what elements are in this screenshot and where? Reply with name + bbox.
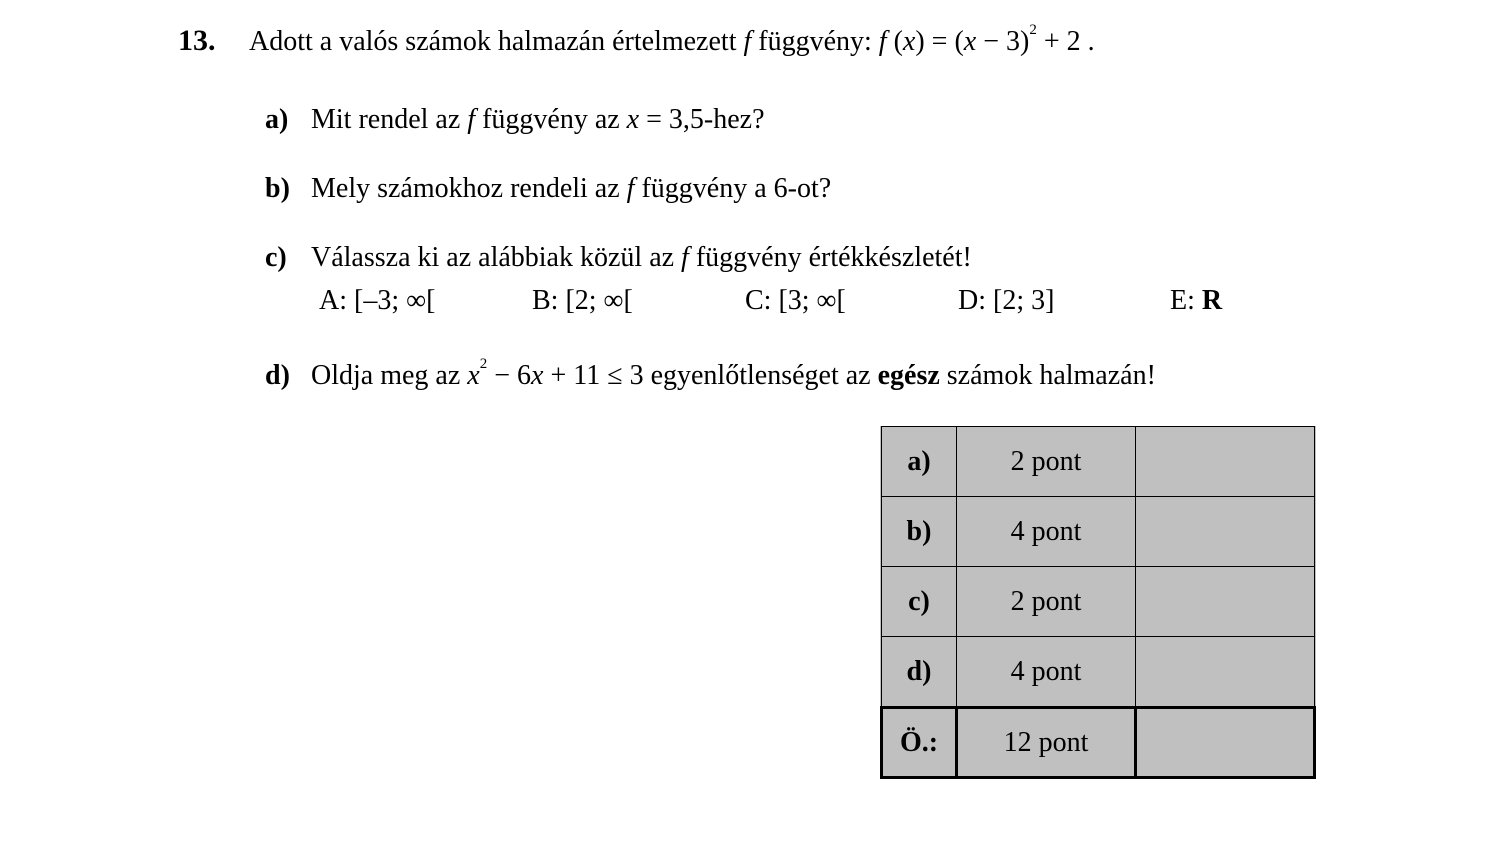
part-b-t2: függvény a 6-ot? (634, 173, 832, 204)
part-d-label: d) (265, 360, 290, 391)
part-d-exponent: 2 (479, 356, 488, 372)
part-d-t1: Oldja meg az (311, 360, 468, 391)
option-a: A: [–3; ∞[ (319, 285, 436, 316)
part-a-t3: = 3,5-hez? (639, 104, 765, 135)
part-c-t1: Válassza ki az alábbiak közül az (311, 242, 682, 273)
formula-mid: ) = ( (915, 26, 964, 57)
part-d-x2: x (531, 360, 544, 391)
score-earned-cell[interactable] (1136, 427, 1315, 497)
part-b-label: b) (265, 173, 290, 204)
score-earned-cell[interactable] (1136, 637, 1315, 708)
formula-exponent: 2 (1029, 22, 1037, 38)
formula-x2: x (963, 26, 977, 57)
part-d-x: x (467, 360, 480, 391)
option-e-value: R (1201, 285, 1223, 316)
part-d-mid: − 6 (487, 360, 532, 391)
formula-tail: + 2 . (1036, 26, 1095, 57)
table-row (882, 427, 1315, 497)
problem-stem (249, 22, 1095, 58)
option-e (1170, 285, 1222, 317)
score-total-label: Ö.: (882, 708, 957, 778)
score-part-label: d) (882, 637, 957, 708)
part-c-label: c) (265, 242, 287, 273)
score-part-label: b) (882, 497, 957, 567)
stem-text-2: függvény: (751, 26, 879, 57)
score-points: 4 pont (957, 637, 1136, 708)
score-part-label: c) (882, 567, 957, 637)
score-part-label: a) (882, 427, 957, 497)
score-points: 2 pont (957, 427, 1136, 497)
part-a-x: x (626, 104, 640, 135)
part-b-text (311, 173, 831, 205)
problem-number: 13. (178, 24, 216, 57)
option-c: C: [3; ∞[ (745, 285, 846, 316)
score-points: 2 pont (957, 567, 1136, 637)
table-row-total (882, 708, 1315, 778)
part-c-text (311, 242, 972, 274)
part-d-end: számok halmazán! (939, 360, 1156, 391)
part-b-t1: Mely számokhoz rendeli az (311, 173, 627, 204)
table-row (882, 567, 1315, 637)
part-a-label: a) (265, 104, 289, 135)
score-total-points: 12 pont (957, 708, 1136, 778)
part-d-text (311, 356, 1156, 392)
stem-f: f (743, 26, 752, 57)
part-a-text (311, 104, 765, 136)
part-d-rest: + 11 ≤ 3 egyenlőtlenséget az (543, 360, 878, 391)
option-e-prefix: E: (1170, 285, 1202, 316)
part-c-f: f (681, 242, 689, 273)
part-a-f: f (467, 104, 476, 135)
score-earned-cell[interactable] (1136, 567, 1315, 637)
table-row (882, 637, 1315, 708)
stem-text: Adott a valós számok halmazán értelmezett (249, 26, 744, 57)
part-a-t2: függvény az (475, 104, 627, 135)
option-d: D: [2; 3] (958, 285, 1055, 316)
formula-x: x (902, 26, 916, 57)
score-total-earned-cell[interactable] (1136, 708, 1315, 778)
function-formula (878, 22, 1095, 57)
score-table (880, 426, 1316, 779)
part-d-bold: egész (877, 360, 940, 391)
part-b-f: f (626, 173, 635, 204)
score-points: 4 pont (957, 497, 1136, 567)
part-c-t2: függvény értékkészletét! (688, 242, 972, 273)
score-earned-cell[interactable] (1136, 497, 1315, 567)
formula-rest: − 3) (976, 26, 1030, 57)
table-row (882, 497, 1315, 567)
part-a-t1: Mit rendel az (311, 104, 468, 135)
formula-f: f (878, 26, 887, 57)
formula-lhs: ( (886, 26, 903, 57)
option-b: B: [2; ∞[ (532, 285, 633, 316)
